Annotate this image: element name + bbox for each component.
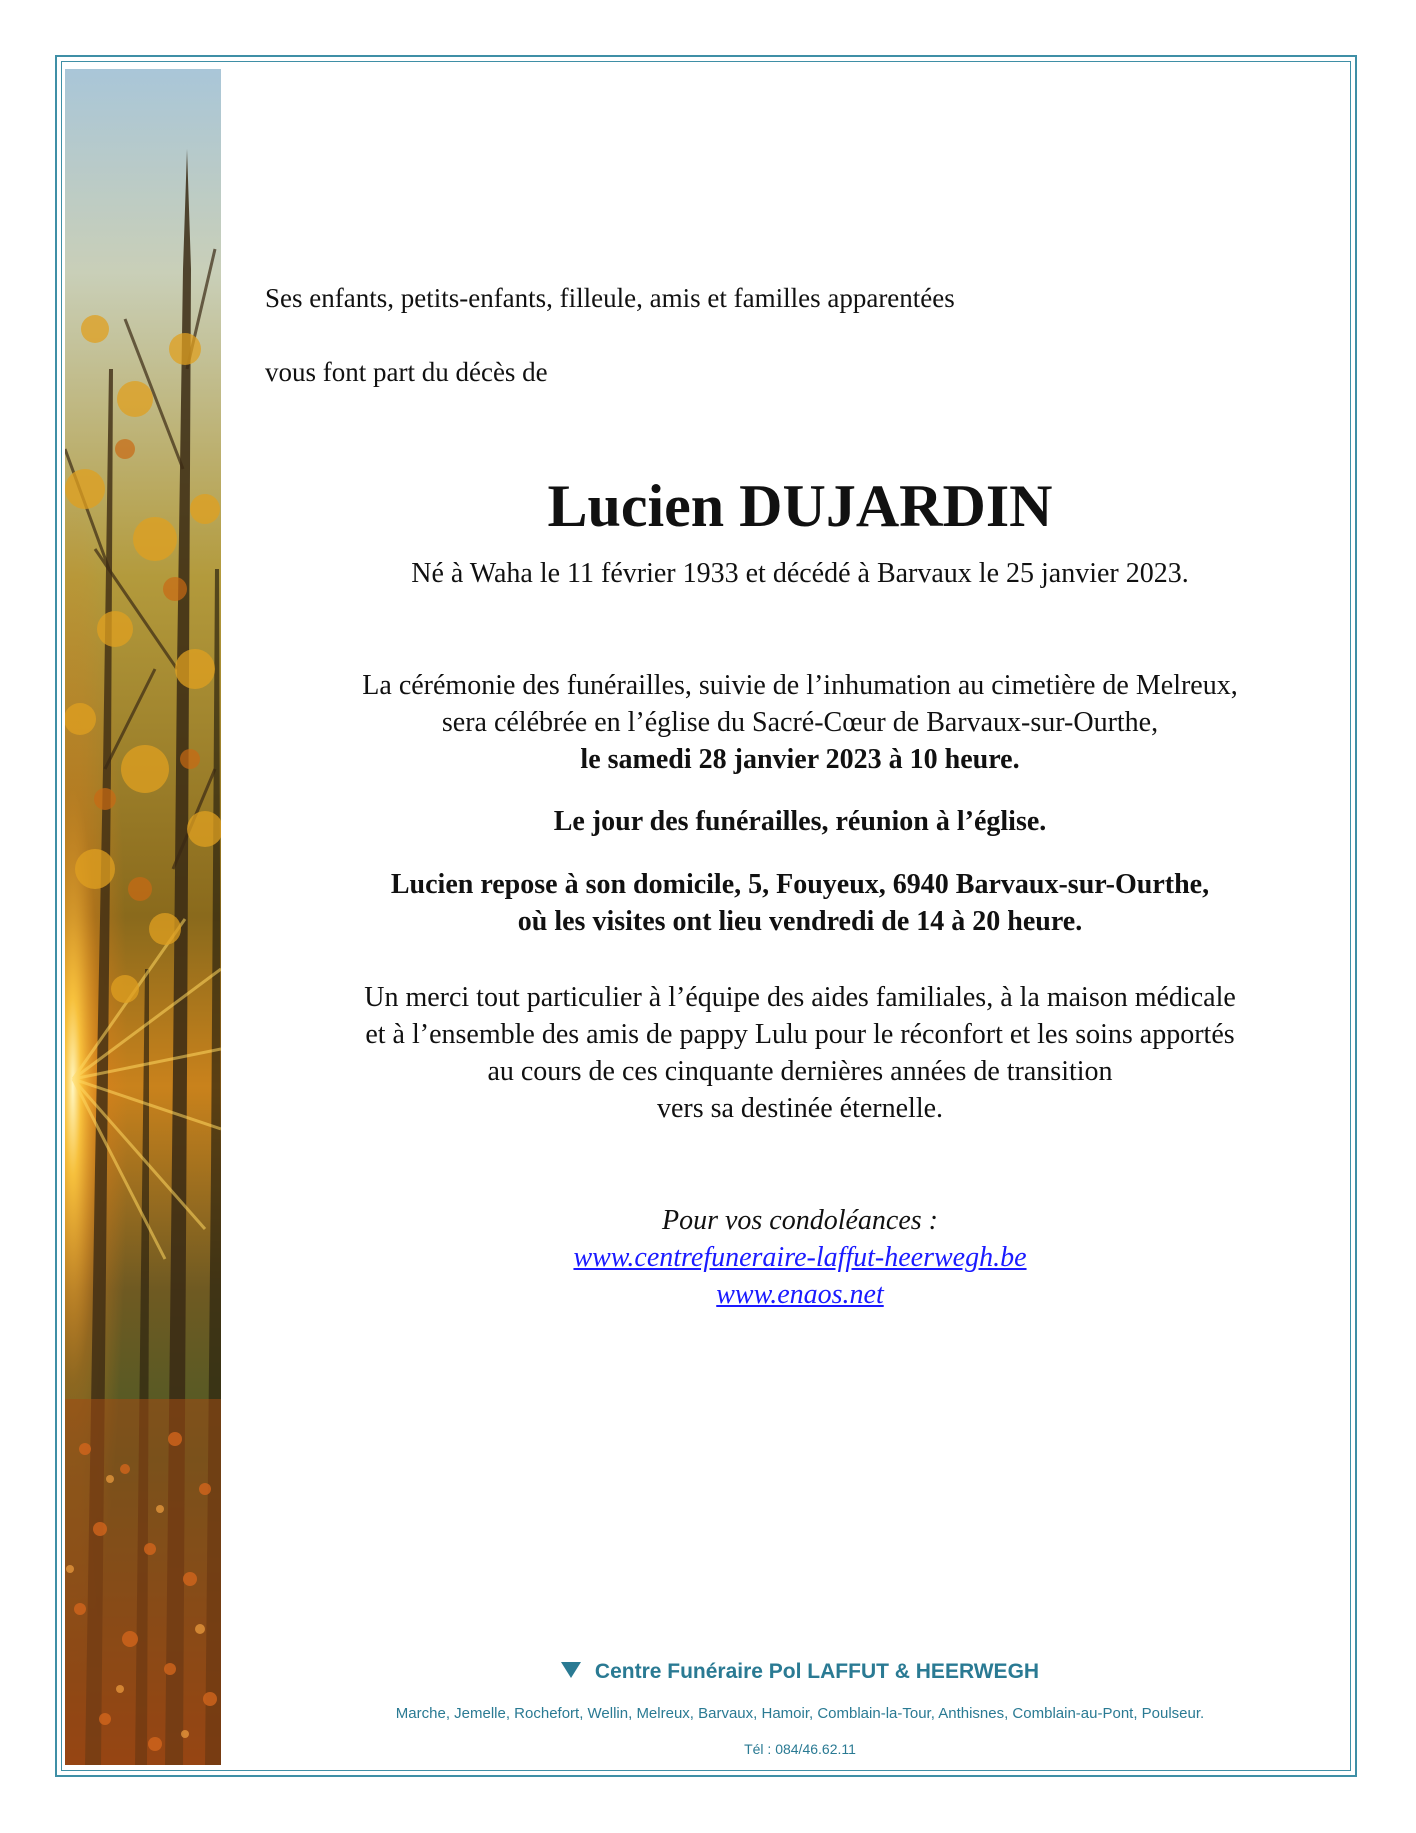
condolences-label: Pour vos condoléances : [661,1205,939,1236]
intro-line-1: Ses enfants, petits-enfants, filleule, amis et familles apparentées [265,283,955,313]
ceremony-line-2: sera célébrée en l’église du Sacré-Cœur de Barvaux-sur-Ourthe, [441,707,1159,738]
footer-company-name: Centre Funéraire Pol LAFFUT & HEERWEGH [594,1660,1040,1683]
link-centrefuneraire[interactable]: www.centrefuneraire-laffut-heerwegh.be [573,1242,1027,1273]
ceremony-date: le samedi 28 janvier 2023 à 10 heure. [580,744,1020,775]
ceremony-line-1: La cérémonie des funérailles, suivie de l’inhumation au cimetière de Melreux, [362,670,1238,701]
thanks-line-3: au cours de ces cinquante dernières années de transition [487,1056,1113,1087]
thanks-line-4: vers sa destinée éternelle. [656,1093,944,1124]
link-enaos[interactable]: www.enaos.net [716,1279,884,1310]
autumn-forest-image [65,69,221,1765]
footer-telephone: Tél : 084/46.62.11 [744,1741,856,1757]
repose-line-1: Lucien repose à son domicile, 5, Fouyeux, 6940 Barvaux-sur-Ourthe, [390,869,1210,900]
thanks-line-2: et à l’ensemble des amis de pappy Lulu pour le réconfort et les soins apportés [365,1019,1235,1050]
condolences-link-enaos[interactable] [225,1279,1375,1311]
intro-line-2: vous font part du décès de [265,357,548,387]
repose-line-2: où les visites ont lieu vendredi de 14 à 20 heure. [517,906,1083,937]
footer-places: Marche, Jemelle, Rochefort, Wellin, Melreux, Barvaux, Hamoir, Comblain-la-Tour, Anthisnes, Comblain-au-Pont, Poulseur. [395,1705,1205,1722]
condolences-link-laffut[interactable] [225,1242,1375,1274]
birth-death-line: Né à Waha le 11 février 1933 et décédé à Barvaux le 25 janvier 2023. [411,558,1189,589]
reunion-line: Le jour des funérailles, réunion à l’église. [553,806,1047,837]
triangle-down-icon [561,1662,581,1678]
thanks-line-1: Un merci tout particulier à l’équipe des aides familiales, à la maison médicale [364,982,1236,1013]
footer-company [225,1660,1375,1684]
deceased-name: Lucien DUJARDIN [547,473,1053,539]
